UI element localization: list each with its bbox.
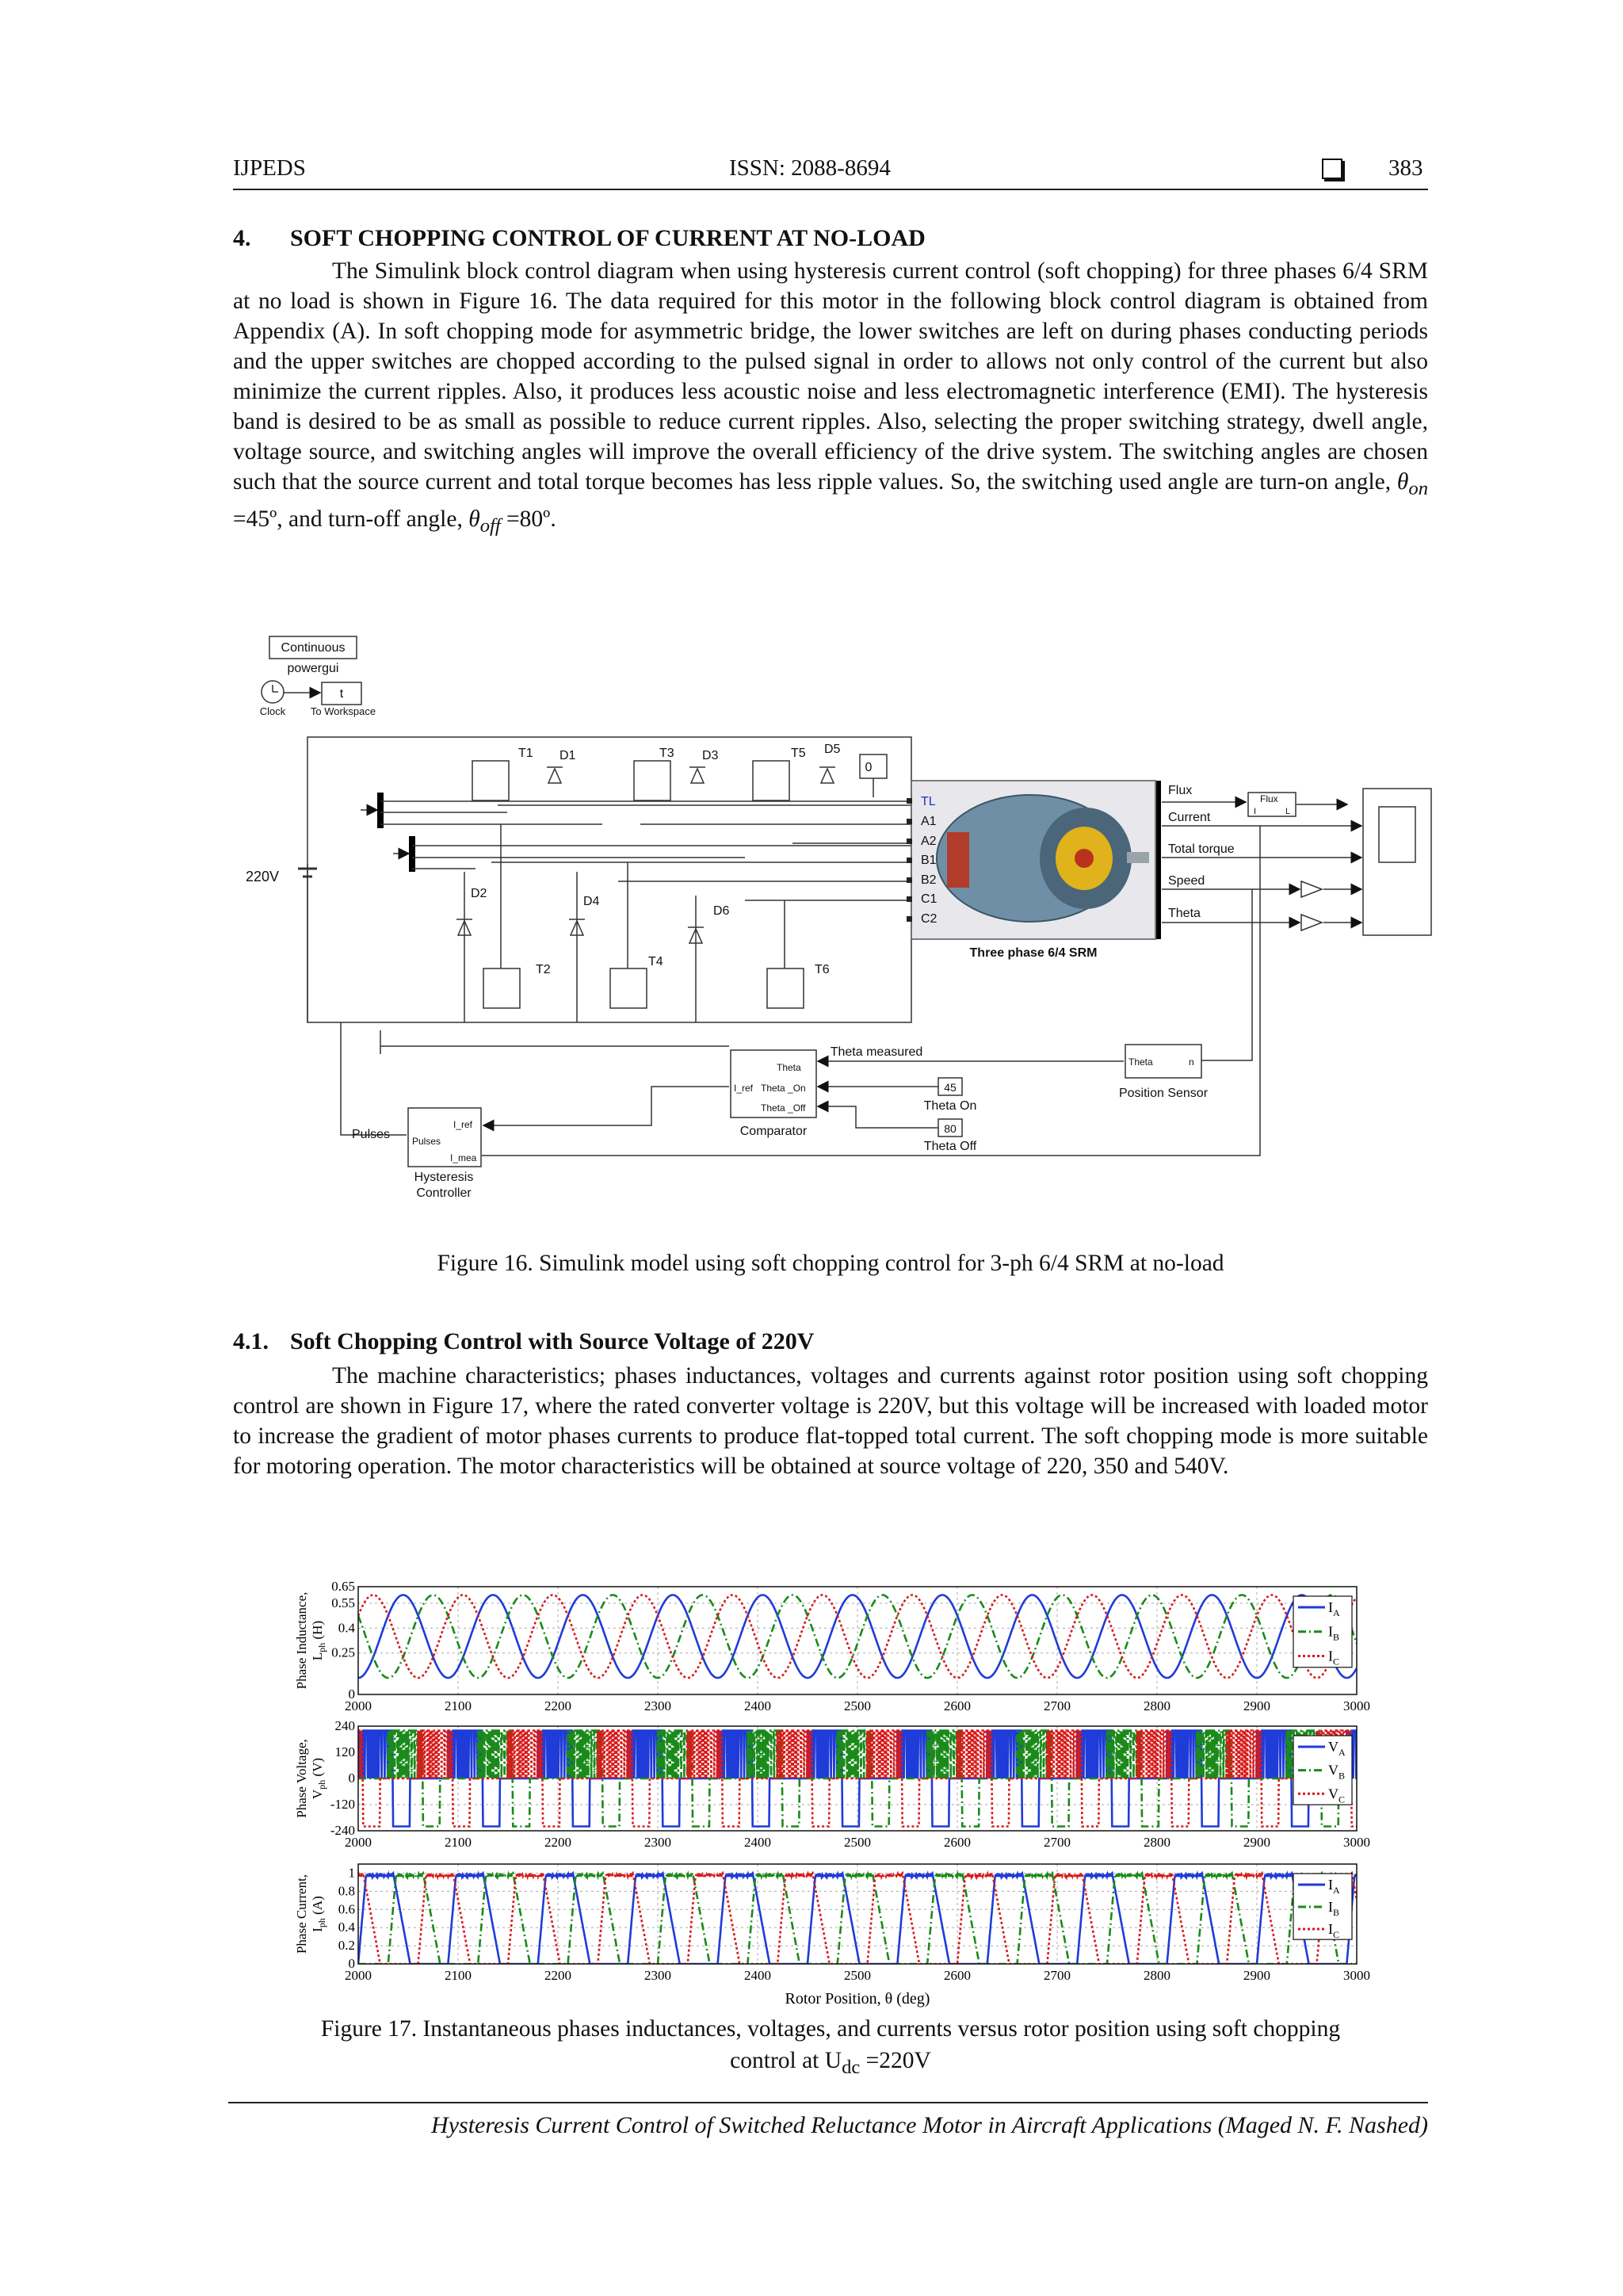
- svg-text:t: t: [339, 687, 344, 701]
- y-tick-label: 0: [348, 1956, 355, 1971]
- svg-text:I_mea: I_mea: [450, 1152, 477, 1163]
- legend-label: $I_B$: [1328, 1898, 1340, 1918]
- figure16-caption: Figure 16. Simulink model using soft chopping control for 3-ph 6/4 SRM at no-load: [437, 1251, 1224, 1276]
- svg-text:Clock: Clock: [259, 705, 286, 717]
- figure17-plots: [0, 1569, 1623, 2013]
- legend-label: $V_C$: [1328, 1786, 1346, 1805]
- y-tick-label: 0.4: [338, 1620, 355, 1636]
- issn: ISSN: 2088-8694: [729, 155, 891, 181]
- x-tick-label: 2000: [345, 1968, 372, 1983]
- svg-text:I_ref: I_ref: [734, 1083, 754, 1094]
- x-tick-label: 2400: [744, 1968, 771, 1983]
- svg-text:T1: T1: [518, 747, 533, 760]
- svg-text:Position Sensor: Position Sensor: [1118, 1087, 1209, 1100]
- x-tick-label: 2900: [1243, 1968, 1270, 1983]
- legend-label: $I_C$: [1328, 1648, 1340, 1668]
- y-axis-label: Phase Voltage,: [294, 1739, 309, 1818]
- legend-label: $I_A$: [1328, 1599, 1340, 1618]
- svg-text:Pulses: Pulses: [412, 1136, 441, 1147]
- svg-text:T3: T3: [659, 747, 674, 760]
- x-tick-label: 2900: [1243, 1698, 1270, 1713]
- svg-text:220V: 220V: [246, 869, 280, 884]
- legend-label: $I_C$: [1328, 1920, 1340, 1940]
- svg-text:Pulses: Pulses: [352, 1128, 391, 1141]
- svg-text:Controller: Controller: [416, 1186, 472, 1200]
- x-tick-label: 2200: [544, 1835, 571, 1850]
- svg-text:Current: Current: [1168, 811, 1211, 824]
- x-tick-label: 2300: [644, 1968, 671, 1983]
- svg-text:Theta: Theta: [1128, 1056, 1153, 1068]
- y-tick-label: 0.25: [331, 1645, 355, 1660]
- footer-rule: [228, 2102, 1428, 2103]
- subplot-3: [294, 1864, 1370, 1983]
- x-tick-label: 2200: [544, 1698, 571, 1713]
- journal-name: IJPEDS: [233, 155, 306, 181]
- x-tick-label: 2600: [944, 1968, 971, 1983]
- subplot-1: [294, 1579, 1370, 1713]
- x-tick-label: 2700: [1044, 1968, 1071, 1983]
- x-tick-label: 2800: [1144, 1968, 1170, 1983]
- y-tick-label: 120: [334, 1744, 355, 1759]
- svg-text:Continuous: Continuous: [281, 641, 346, 655]
- svg-text:Speed: Speed: [1168, 874, 1205, 888]
- x-tick-label: 3000: [1343, 1968, 1370, 1983]
- svg-text:Hysteresis: Hysteresis: [414, 1171, 474, 1184]
- x-tick-label: 2400: [744, 1835, 771, 1850]
- svg-text:A2: A2: [921, 835, 937, 848]
- svg-text:Flux: Flux: [1168, 784, 1193, 797]
- x-tick-label: 2100: [445, 1698, 472, 1713]
- x-tick-label: 3000: [1343, 1698, 1370, 1713]
- svg-text:Three phase 6/4 SRM: Three phase 6/4 SRM: [969, 946, 1098, 960]
- svg-text:T5: T5: [791, 747, 806, 760]
- svg-text:To Workspace: To Workspace: [310, 705, 376, 717]
- y-tick-label: 0.65: [331, 1579, 355, 1594]
- y-axis-label: Phase Current,: [294, 1874, 309, 1954]
- legend-label: $V_A$: [1328, 1739, 1346, 1758]
- svg-text:Theta Off: Theta Off: [923, 1140, 977, 1153]
- x-tick-label: 2700: [1044, 1835, 1071, 1850]
- x-tick-label: 2500: [844, 1835, 871, 1850]
- svg-text:80: 80: [944, 1122, 957, 1135]
- x-tick-label: 2000: [345, 1698, 372, 1713]
- y-tick-label: 0.55: [331, 1595, 355, 1610]
- y-tick-label: 0.6: [338, 1901, 355, 1917]
- svg-text:D4: D4: [583, 895, 600, 908]
- subplot-2: [294, 1718, 1370, 1850]
- svg-text:Total torque: Total torque: [1168, 842, 1235, 856]
- x-tick-label: 2900: [1243, 1835, 1270, 1850]
- x-tick-label: 2000: [345, 1835, 372, 1850]
- x-tick-label: 2200: [544, 1968, 571, 1983]
- svg-text:0: 0: [865, 761, 873, 774]
- svg-text:Theta: Theta: [1168, 907, 1201, 920]
- y-tick-label: 240: [334, 1718, 355, 1733]
- legend-label: $V_B$: [1328, 1762, 1346, 1782]
- svg-text:Theta On: Theta On: [923, 1099, 977, 1113]
- x-tick-label: 2500: [844, 1968, 871, 1983]
- y-tick-label: -240: [330, 1823, 355, 1838]
- figure17-caption: Figure 17. Instantaneous phases inductances, voltages, and currents versus rotor position using soft chopping control at $U_{dc} =220V$: [320, 2016, 1341, 2078]
- svg-text:Vph (V): $V_{ph}$ (V): [310, 1757, 327, 1800]
- svg-text:T4: T4: [648, 955, 663, 968]
- x-tick-label: 2600: [944, 1835, 971, 1850]
- svg-text:Theta _Off: Theta _Off: [761, 1102, 806, 1114]
- svg-text:45: 45: [944, 1081, 957, 1094]
- svg-text:B2: B2: [921, 873, 937, 887]
- svg-text:C1: C1: [921, 892, 938, 906]
- x-tick-label: 2800: [1144, 1835, 1170, 1850]
- y-tick-label: 1: [348, 1865, 355, 1881]
- x-tick-label: 2400: [744, 1698, 771, 1713]
- svg-text:I_ref: I_ref: [453, 1119, 473, 1130]
- svg-text:L: L: [1285, 807, 1291, 816]
- svg-text:n: n: [1189, 1056, 1194, 1068]
- section-paragraph: The Simulink block control diagram when using hysteresis current control (soft chopping) for three phases 6/4 SRM at no load is shown in Figure 16. The data required for this motor in the following block control diagram is obtained from Appendix (A). In soft chopping mode for asymmetric bridge, the lower switches are left on during phases conducting periods and the upper switches are chopped according to the pulsed signal in order to allows not only control of the current but also minimize the current ripples. Also, it produces less acoustic noise and less electromagnetic interference (EMI). The hysteresis band is desired to be as small as possible to reduce current ripples. Also, selecting the proper switching strategy, dwell angle, voltage source, and switching angles will improve the overall efficiency of the drive system. The switching angles are chosen such that the source current and total torque becomes has less ripple values. So, the switching used angle are turn-on angle, $\theta_{on}$ =45º, and turn-off angle, $\theta_{off}$ =80º.: [233, 258, 1428, 537]
- x-axis-label: Rotor Position, θ (deg): [785, 1990, 930, 2008]
- svg-text:B1: B1: [921, 854, 937, 867]
- subsection-paragraph: The machine characteristics; phases inductances, voltages and currents against rotor position using soft chopping control are shown in Figure 17, where the rated converter voltage is 220V, but this voltage will be increased with loaded motor to increase the gradient of motor phases currents to produce flat-topped total current. The soft chopping mode is more suitable for motoring operation. The motor characteristics will be obtained at source voltage of 220, 350 and 540V.: [233, 1363, 1428, 1479]
- x-tick-label: 2700: [1044, 1698, 1071, 1713]
- y-tick-label: 0.2: [338, 1938, 355, 1954]
- x-tick-label: 2600: [944, 1698, 971, 1713]
- svg-text:D1: D1: [559, 749, 576, 762]
- svg-text:D5: D5: [824, 743, 841, 756]
- svg-text:T2: T2: [536, 963, 551, 976]
- converter-frame: [307, 737, 911, 1022]
- x-tick-label: 2800: [1144, 1698, 1170, 1713]
- svg-text:I: I: [1254, 807, 1257, 816]
- page-number: 383: [1388, 155, 1423, 181]
- x-tick-label: 2300: [644, 1698, 671, 1713]
- svg-text:Theta measured: Theta measured: [830, 1045, 923, 1059]
- y-tick-label: 0: [348, 1771, 355, 1786]
- x-tick-label: 2300: [644, 1835, 671, 1850]
- svg-text:T6: T6: [815, 963, 830, 976]
- y-tick-label: 0: [348, 1687, 355, 1702]
- x-tick-label: 2100: [445, 1835, 472, 1850]
- footer-text: Hysteresis Current Control of Switched Reluctance Motor in Aircraft Applications (Maged N. F. Nashed): [431, 2112, 1428, 2138]
- y-axis-label: Phase Inductance,: [294, 1591, 309, 1690]
- x-tick-label: 2100: [445, 1968, 472, 1983]
- legend-label: $I_B$: [1328, 1623, 1340, 1643]
- svg-text:Theta _On: Theta _On: [761, 1083, 806, 1094]
- svg-text:Comparator: Comparator: [739, 1125, 808, 1138]
- svg-text:D2: D2: [471, 887, 487, 900]
- svg-text:TL: TL: [921, 795, 936, 808]
- svg-text:A1: A1: [921, 815, 937, 828]
- svg-text:powergui: powergui: [287, 662, 339, 675]
- svg-text:Theta: Theta: [777, 1062, 801, 1073]
- x-tick-label: 3000: [1343, 1835, 1370, 1850]
- y-tick-label: 0.8: [338, 1883, 355, 1899]
- svg-text:D6: D6: [713, 904, 730, 918]
- subsection-heading: 4.1. Soft Chopping Control with Source Voltage of 220V: [233, 1328, 815, 1354]
- svg-text:Iph (A): $I_{ph}$ (A): [310, 1896, 327, 1932]
- svg-text:D3: D3: [702, 749, 719, 762]
- y-tick-label: 0.4: [338, 1920, 355, 1935]
- section-heading: 4. SOFT CHOPPING CONTROL OF CURRENT AT NO-LOAD: [233, 225, 926, 251]
- x-tick-label: 2500: [844, 1698, 871, 1713]
- legend-label: $I_A$: [1328, 1877, 1340, 1896]
- svg-text:Flux: Flux: [1260, 793, 1278, 804]
- y-tick-label: -120: [330, 1797, 355, 1812]
- svg-text:C2: C2: [921, 912, 938, 926]
- svg-text:Lph (H): $L_{ph}$ (H): [310, 1620, 327, 1661]
